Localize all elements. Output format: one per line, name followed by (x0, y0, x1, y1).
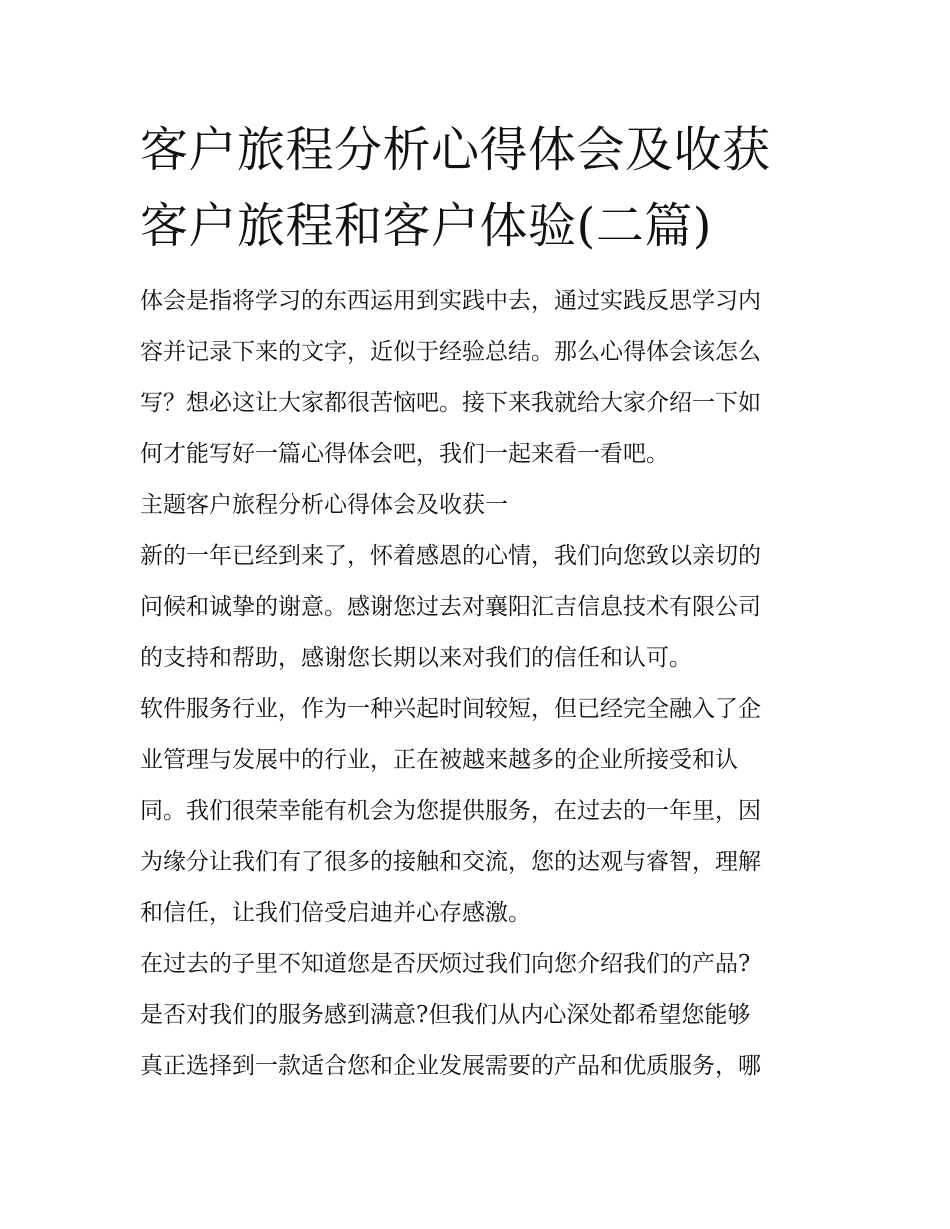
title-line: 客户旅程和客户体验(二篇) (140, 198, 712, 254)
paragraph-line: 真正选择到一款适合您和企业发展需要的产品和优质服务，哪 (140, 1053, 761, 1079)
paragraph-line: 软件服务行业，作为一种兴起时间较短，但已经完全融入了企 (140, 696, 761, 722)
paragraph-line: 问候和诚挚的谢意。感谢您过去对襄阳汇吉信息技术有限公司 (140, 594, 761, 620)
intro-line: 何才能写好一篇心得体会吧，我们一起来看一看吧。 (140, 441, 669, 467)
paragraph-line: 的支持和帮助，感谢您长期以来对我们的信任和认可。 (140, 645, 692, 671)
document-title (140, 112, 840, 264)
document-body (140, 276, 820, 1092)
paragraph-line: 在过去的子里不知道您是否厌烦过我们向您介绍我们的产品? (140, 951, 751, 977)
section-heading: 主题客户旅程分析心得体会及收获一 (140, 492, 508, 518)
title-line: 客户旅程分析心得体会及收获 (140, 122, 771, 178)
paragraph-line: 新的一年已经到来了，怀着感恩的心情，我们向您致以亲切的 (140, 543, 761, 569)
paragraph-line: 为缘分让我们有了很多的接触和交流，您的达观与睿智，理解 (140, 849, 761, 875)
intro-line: 写？想必这让大家都很苦恼吧。接下来我就给大家介绍一下如 (140, 390, 761, 416)
paragraph-line: 业管理与发展中的行业，正在被越来越多的企业所接受和认 (140, 747, 738, 773)
paragraph-line: 同。我们很荣幸能有机会为您提供服务，在过去的一年里，因 (140, 798, 761, 824)
intro-line: 容并记录下来的文字，近似于经验总结。那么心得体会该怎么 (140, 339, 761, 365)
paragraph-line: 是否对我们的服务感到满意?但我们从内心深处都希望您能够 (140, 1002, 751, 1028)
paragraph-line: 和信任，让我们倍受启迪并心存感激。 (140, 900, 531, 926)
intro-line: 体会是指将学习的东西运用到实践中去，通过实践反思学习内 (140, 288, 761, 314)
